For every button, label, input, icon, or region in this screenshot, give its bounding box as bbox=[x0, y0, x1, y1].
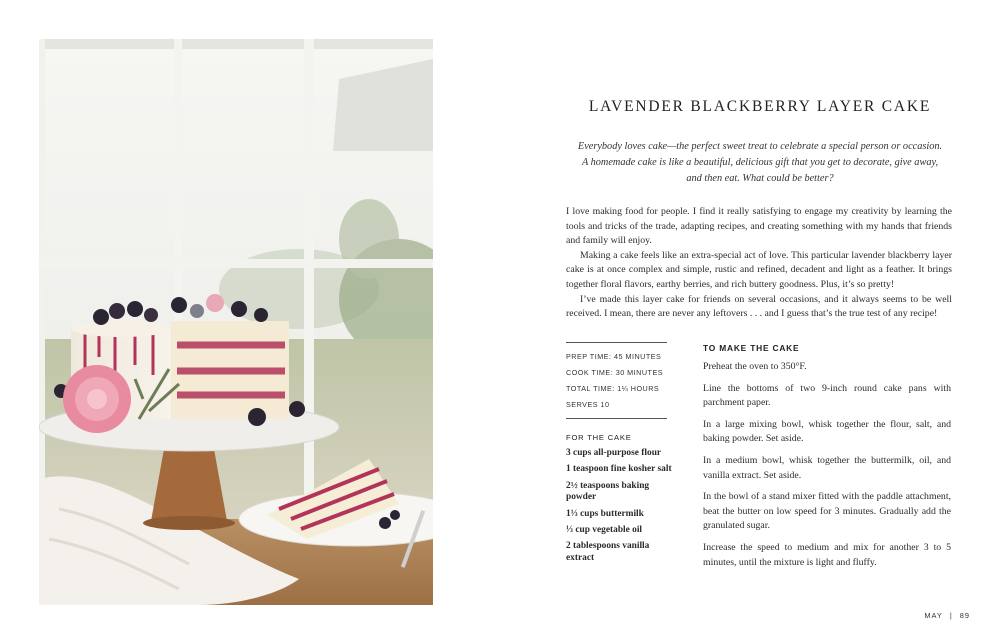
story-paragraph: I love making food for people. I find it really satisfying to engage my creativity by learning the tools and tricks of the trade, adapting recipes, and creating something with my hands that friends and family will enjoy. bbox=[566, 206, 952, 247]
blackberry bbox=[93, 309, 109, 325]
cake-photo bbox=[39, 39, 433, 605]
method-heading: TO MAKE THE CAKE bbox=[703, 343, 800, 353]
story-paragraph: I’ve made this layer cake for friends on several occasions, and it always seems to be well received. I mean, there are never any leftovers . . . and I guess that’s the true test of any recipe! bbox=[566, 293, 952, 320]
blackberry bbox=[144, 308, 158, 322]
story-paragraph: Making a cake feels like an extra-special act of love. This particular lavender blackberry layer cake is at once complex and simple, rustic and refined, decadent and light as a feather. It brings together floral flavors, earthy berries, and rich buttery goodness. Plus, it’s so pretty! bbox=[566, 249, 952, 290]
blackberry bbox=[289, 401, 305, 417]
blackberry bbox=[171, 297, 187, 313]
page-number: 89 bbox=[959, 611, 970, 620]
blackberry bbox=[390, 510, 400, 520]
method-section bbox=[703, 343, 951, 577]
blackberry bbox=[379, 517, 391, 529]
folio-separator: | bbox=[949, 611, 953, 620]
method-step: Line the bottoms of two 9-inch round cake pans with parchment paper. bbox=[703, 382, 951, 409]
ingredients-section bbox=[566, 433, 678, 569]
method-step: Increase the speed to medium and mix for another 3 to 5 minutes, until the mixture is light and fluffy. bbox=[703, 541, 951, 568]
ingredient-item: ⅓ cup vegetable oil bbox=[566, 525, 643, 536]
blackberry bbox=[190, 304, 204, 318]
recipe-times bbox=[566, 342, 667, 419]
page-folio bbox=[924, 611, 970, 620]
method-step: In a medium bowl, whisk together the buttermilk, oil, and vanilla extract. Set aside. bbox=[703, 454, 951, 481]
flower-center bbox=[87, 389, 107, 409]
total-time: TOTAL TIME: 1¼ HOURS bbox=[566, 384, 660, 393]
blackberry bbox=[254, 308, 268, 322]
cook-time: COOK TIME: 30 MINUTES bbox=[566, 368, 664, 377]
recipe-title: LAVENDER BLACKBERRY LAYER CAKE bbox=[588, 98, 932, 115]
servings: SERVES 10 bbox=[566, 400, 610, 409]
ingredient-item: 3 cups all-purpose flour bbox=[566, 448, 662, 458]
blackberry bbox=[109, 303, 125, 319]
ingredient-item: 1 teaspoon fine kosher salt bbox=[566, 464, 672, 475]
window-frame bbox=[39, 39, 45, 509]
ingredients-list bbox=[566, 448, 678, 564]
blackberry bbox=[248, 408, 266, 426]
folio-section: MAY bbox=[924, 611, 943, 620]
ingredient-item: 1⅓ cups buttermilk bbox=[566, 508, 644, 519]
window-rail bbox=[39, 259, 433, 268]
stand-pedestal bbox=[151, 449, 227, 521]
ingredients-heading: FOR THE CAKE bbox=[566, 433, 632, 442]
recipe-intro: Everybody loves cake—the perfect sweet treat to celebrate a special person or occasion. A homemade cake is like a beautiful, delicious gift that you get to decorate, give away, and then eat. What could be better? bbox=[577, 141, 943, 184]
cake-top bbox=[71, 321, 171, 337]
ingredient-item: 2 tablespoons vanilla extract bbox=[566, 541, 650, 563]
method-step: In the bowl of a stand mixer fitted with the paddle attachment, beat the butter on low speed for 3 minutes. Gradually add the granulated sugar. bbox=[703, 491, 951, 532]
method-step: In a large mixing bowl, whisk together the flour, salt, and baking powder. Set aside. bbox=[703, 418, 951, 445]
prep-time: PREP TIME: 45 MINUTES bbox=[566, 352, 662, 361]
method-steps bbox=[703, 360, 951, 570]
method-step: Preheat the oven to 350°F. bbox=[703, 361, 807, 372]
blackberry bbox=[127, 301, 143, 317]
ingredient-item: 2½ teaspoons baking powder bbox=[566, 480, 650, 503]
recipe-story bbox=[566, 205, 952, 322]
window-frame bbox=[39, 39, 433, 49]
cake-illustration bbox=[39, 39, 433, 605]
stand-base bbox=[143, 516, 235, 530]
pink-bloom bbox=[206, 294, 224, 312]
blackberry bbox=[231, 301, 247, 317]
